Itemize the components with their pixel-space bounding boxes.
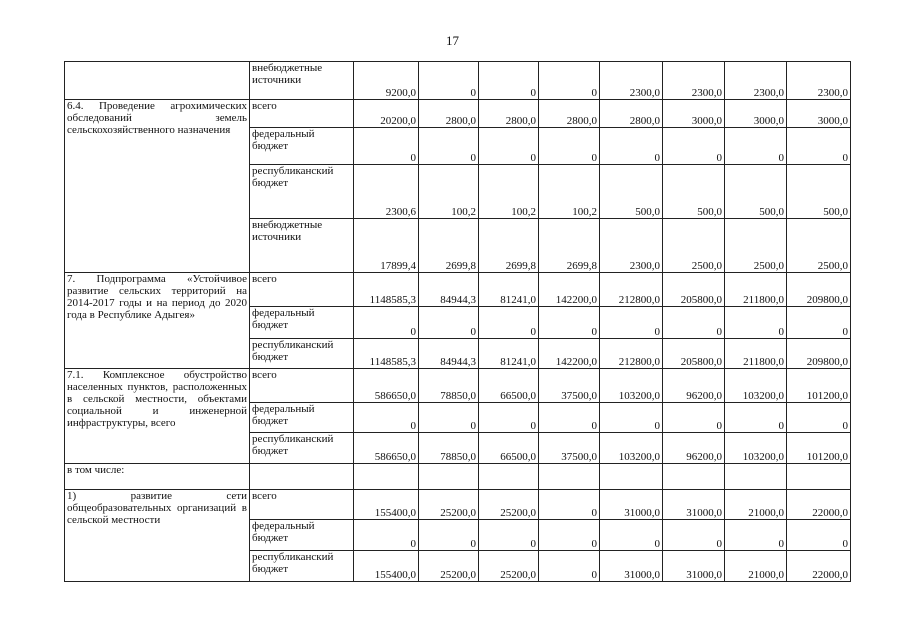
value-cell: 0 [419, 62, 479, 100]
value-cell: 0 [354, 128, 419, 165]
budget-table [64, 61, 851, 582]
value-cell: 78850,0 [419, 433, 479, 464]
value-cell: 3000,0 [787, 100, 851, 128]
value-cell: 96200,0 [663, 433, 725, 464]
including-note: в том числе: [65, 464, 250, 490]
value-cell: 22000,0 [787, 490, 851, 520]
table-row [65, 490, 851, 520]
value-cell: 2800,0 [479, 100, 539, 128]
value-cell: 500,0 [787, 165, 851, 219]
value-cell: 2300,6 [354, 165, 419, 219]
source-label: республиканский бюджет [250, 433, 354, 464]
value-cell: 0 [539, 551, 600, 582]
source-label: федеральный бюджет [250, 403, 354, 433]
value-cell: 81241,0 [479, 339, 539, 369]
source-label: внебюджетные источники [250, 62, 354, 100]
section-title: 1) развитие сети общеобразовательных организаций в сельской местности [65, 490, 250, 582]
value-cell: 22000,0 [787, 551, 851, 582]
value-cell: 2699,8 [539, 219, 600, 273]
value-cell: 0 [725, 128, 787, 165]
value-cell: 212800,0 [600, 339, 663, 369]
value-cell: 0 [354, 307, 419, 339]
value-cell: 0 [600, 307, 663, 339]
value-cell: 103200,0 [725, 433, 787, 464]
value-cell: 209800,0 [787, 339, 851, 369]
value-cell: 3000,0 [663, 100, 725, 128]
value-cell: 205800,0 [663, 339, 725, 369]
value-cell: 2500,0 [787, 219, 851, 273]
table-row [65, 100, 851, 128]
value-cell: 500,0 [725, 165, 787, 219]
table-row [65, 464, 851, 490]
value-cell: 1148585,3 [354, 339, 419, 369]
value-cell: 211800,0 [725, 339, 787, 369]
value-cell: 0 [663, 403, 725, 433]
value-cell: 205800,0 [663, 273, 725, 307]
value-cell: 0 [725, 403, 787, 433]
empty-cell [419, 464, 479, 490]
value-cell: 103200,0 [600, 369, 663, 403]
section-title: 6.4. Проведение агрохимических обследований земель сельскохозяйственного назначения [65, 100, 250, 273]
value-cell: 500,0 [600, 165, 663, 219]
empty-cell [250, 464, 354, 490]
value-cell: 101200,0 [787, 433, 851, 464]
value-cell: 100,2 [419, 165, 479, 219]
value-cell: 2300,0 [787, 62, 851, 100]
value-cell: 84944,3 [419, 273, 479, 307]
value-cell: 100,2 [479, 165, 539, 219]
value-cell: 0 [663, 128, 725, 165]
value-cell: 586650,0 [354, 433, 419, 464]
value-cell: 2800,0 [600, 100, 663, 128]
empty-cell [354, 464, 419, 490]
value-cell: 31000,0 [663, 490, 725, 520]
value-cell: 0 [354, 520, 419, 551]
value-cell: 211800,0 [725, 273, 787, 307]
value-cell: 0 [539, 307, 600, 339]
value-cell: 0 [479, 307, 539, 339]
value-cell: 0 [787, 128, 851, 165]
value-cell: 155400,0 [354, 551, 419, 582]
empty-cell [725, 464, 787, 490]
value-cell: 0 [419, 403, 479, 433]
source-label: всего [250, 490, 354, 520]
section-title: 7. Подпрограмма «Устойчивое развитие сельских территорий на 2014-2017 годы и на период до 2020 года в Республике Адыгея» [65, 273, 250, 369]
value-cell: 96200,0 [663, 369, 725, 403]
value-cell: 0 [539, 520, 600, 551]
value-cell: 0 [479, 128, 539, 165]
value-cell: 9200,0 [354, 62, 419, 100]
value-cell: 20200,0 [354, 100, 419, 128]
value-cell: 0 [663, 307, 725, 339]
source-label: федеральный бюджет [250, 307, 354, 339]
value-cell: 66500,0 [479, 369, 539, 403]
value-cell: 2699,8 [419, 219, 479, 273]
value-cell: 37500,0 [539, 433, 600, 464]
value-cell: 0 [787, 307, 851, 339]
value-cell: 0 [600, 403, 663, 433]
value-cell: 0 [419, 307, 479, 339]
empty-cell [787, 464, 851, 490]
value-cell: 2699,8 [479, 219, 539, 273]
section-title [65, 62, 250, 100]
value-cell: 0 [787, 520, 851, 551]
value-cell: 209800,0 [787, 273, 851, 307]
value-cell: 500,0 [663, 165, 725, 219]
value-cell: 0 [725, 520, 787, 551]
value-cell: 25200,0 [479, 551, 539, 582]
value-cell: 0 [539, 490, 600, 520]
value-cell: 21000,0 [725, 490, 787, 520]
source-label: внебюджетные источники [250, 219, 354, 273]
empty-cell [663, 464, 725, 490]
value-cell: 103200,0 [600, 433, 663, 464]
value-cell: 81241,0 [479, 273, 539, 307]
value-cell: 31000,0 [663, 551, 725, 582]
value-cell: 586650,0 [354, 369, 419, 403]
value-cell: 78850,0 [419, 369, 479, 403]
table-row [65, 273, 851, 307]
value-cell: 0 [725, 307, 787, 339]
value-cell: 2300,0 [663, 62, 725, 100]
source-label: всего [250, 273, 354, 307]
value-cell: 2300,0 [600, 62, 663, 100]
page-number: 17 [446, 33, 459, 48]
value-cell: 2300,0 [725, 62, 787, 100]
value-cell: 0 [479, 62, 539, 100]
value-cell: 25200,0 [479, 490, 539, 520]
value-cell: 66500,0 [479, 433, 539, 464]
value-cell: 21000,0 [725, 551, 787, 582]
value-cell: 0 [479, 520, 539, 551]
value-cell: 2800,0 [539, 100, 600, 128]
value-cell: 103200,0 [725, 369, 787, 403]
source-label: всего [250, 369, 354, 403]
value-cell: 0 [419, 520, 479, 551]
value-cell: 0 [600, 520, 663, 551]
source-label: республиканский бюджет [250, 339, 354, 369]
value-cell: 0 [539, 62, 600, 100]
value-cell: 101200,0 [787, 369, 851, 403]
empty-cell [479, 464, 539, 490]
source-label: федеральный бюджет [250, 128, 354, 165]
value-cell: 2300,0 [600, 219, 663, 273]
value-cell: 0 [600, 128, 663, 165]
value-cell: 2500,0 [725, 219, 787, 273]
value-cell: 2800,0 [419, 100, 479, 128]
value-cell: 25200,0 [419, 551, 479, 582]
value-cell: 0 [787, 403, 851, 433]
value-cell: 0 [419, 128, 479, 165]
empty-cell [539, 464, 600, 490]
empty-cell [600, 464, 663, 490]
source-label: федеральный бюджет [250, 520, 354, 551]
value-cell: 2500,0 [663, 219, 725, 273]
value-cell: 0 [539, 128, 600, 165]
value-cell: 0 [663, 520, 725, 551]
table-row [65, 369, 851, 403]
value-cell: 37500,0 [539, 369, 600, 403]
value-cell: 1148585,3 [354, 273, 419, 307]
value-cell: 142200,0 [539, 273, 600, 307]
value-cell: 17899,4 [354, 219, 419, 273]
value-cell: 31000,0 [600, 551, 663, 582]
value-cell: 25200,0 [419, 490, 479, 520]
section-title: 7.1. Комплексное обустройство населенных пунктов, расположенных в сельской местности, объектами социальной и инженерной инфраструктуры, всего [65, 369, 250, 464]
value-cell: 142200,0 [539, 339, 600, 369]
value-cell: 100,2 [539, 165, 600, 219]
source-label: республиканский бюджет [250, 165, 354, 219]
value-cell: 0 [479, 403, 539, 433]
value-cell: 0 [354, 403, 419, 433]
value-cell: 84944,3 [419, 339, 479, 369]
value-cell: 212800,0 [600, 273, 663, 307]
source-label: республиканский бюджет [250, 551, 354, 582]
value-cell: 155400,0 [354, 490, 419, 520]
source-label: всего [250, 100, 354, 128]
value-cell: 3000,0 [725, 100, 787, 128]
table-row [65, 62, 851, 100]
value-cell: 0 [539, 403, 600, 433]
value-cell: 31000,0 [600, 490, 663, 520]
